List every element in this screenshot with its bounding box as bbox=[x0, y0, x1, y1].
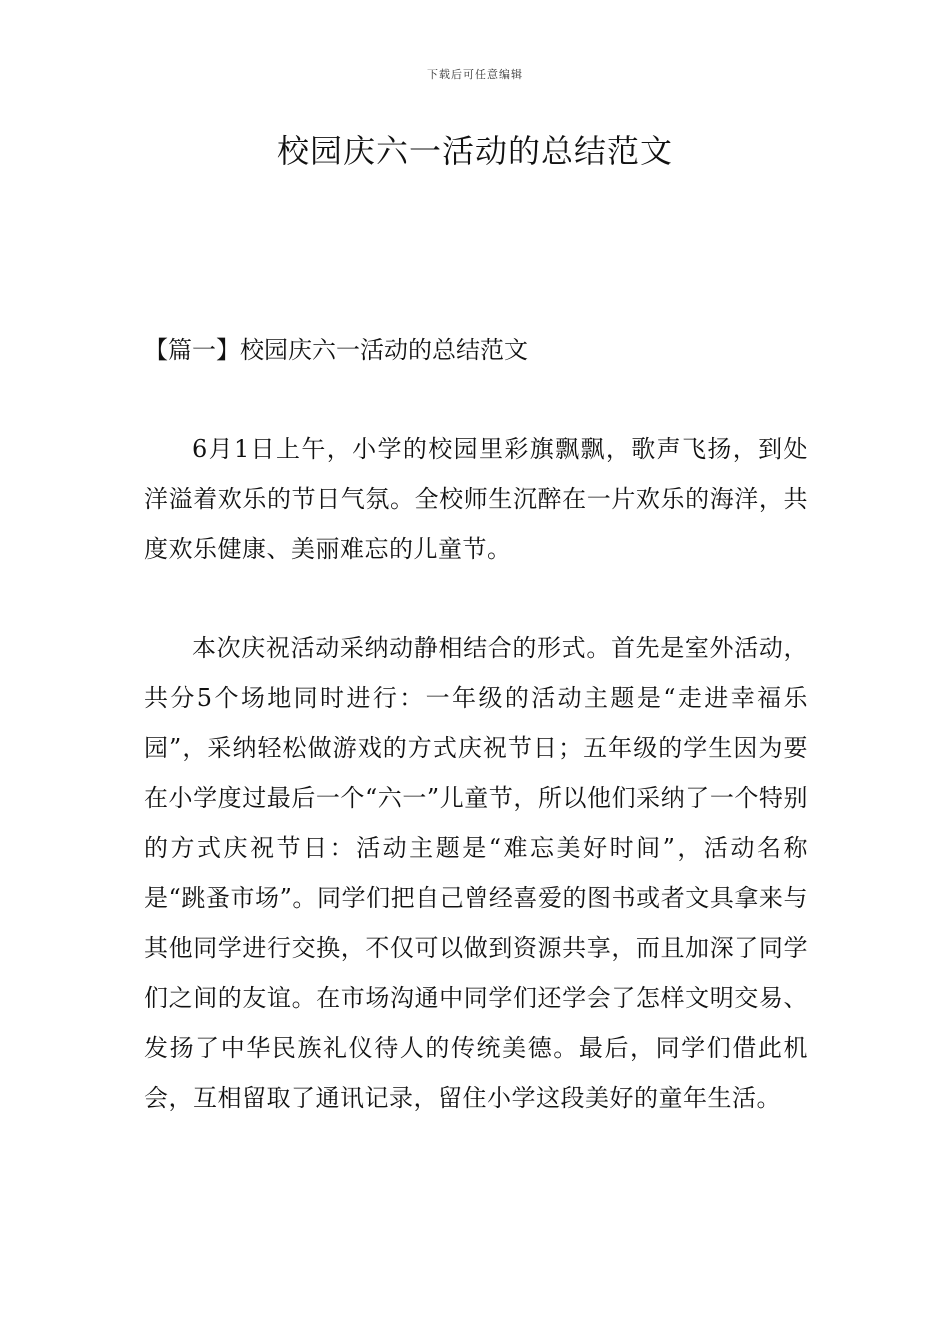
page-title: 校园庆六一活动的总结范文 bbox=[276, 132, 673, 170]
paragraph-1: 6月1日上午，小学的校园里彩旗飘飘，歌声飞扬，到处洋溢着欢乐的节日气氛。全校师生沉醉在一片欢乐的海洋，共度欢乐健康、美丽难忘的儿童节。 bbox=[144, 435, 808, 563]
paragraph-2: 本次庆祝活动采纳动静相结合的形式。首先是室外活动，共分5个场地同时进行：一年级的活动主题是“走进幸福乐园”，采纳轻松做游戏的方式庆祝节日；五年级的学生因为要在小学度过最后一个“六一”儿童节，所以他们采纳了一个特别的方式庆祝节日：活动主题是“难忘美好时间”，活动名称是“跳蚤市场”。同学们把自己曾经喜爱的图书或者文具拿来与其他同学进行交换，不仅可以做到资源共享，而且加深了同学们之间的友谊。在市场沟通中同学们还学会了怎样文明交易、发扬了中华民族礼仪待人的传统美德。最后，同学们借此机会，互相留取了通讯记录，留住小学这段美好的童年生活。 bbox=[144, 634, 808, 1112]
header-note: 下载后可任意编辑 bbox=[427, 68, 523, 81]
section-heading: 【篇一】校园庆六一活动的总结范文 bbox=[144, 336, 528, 364]
